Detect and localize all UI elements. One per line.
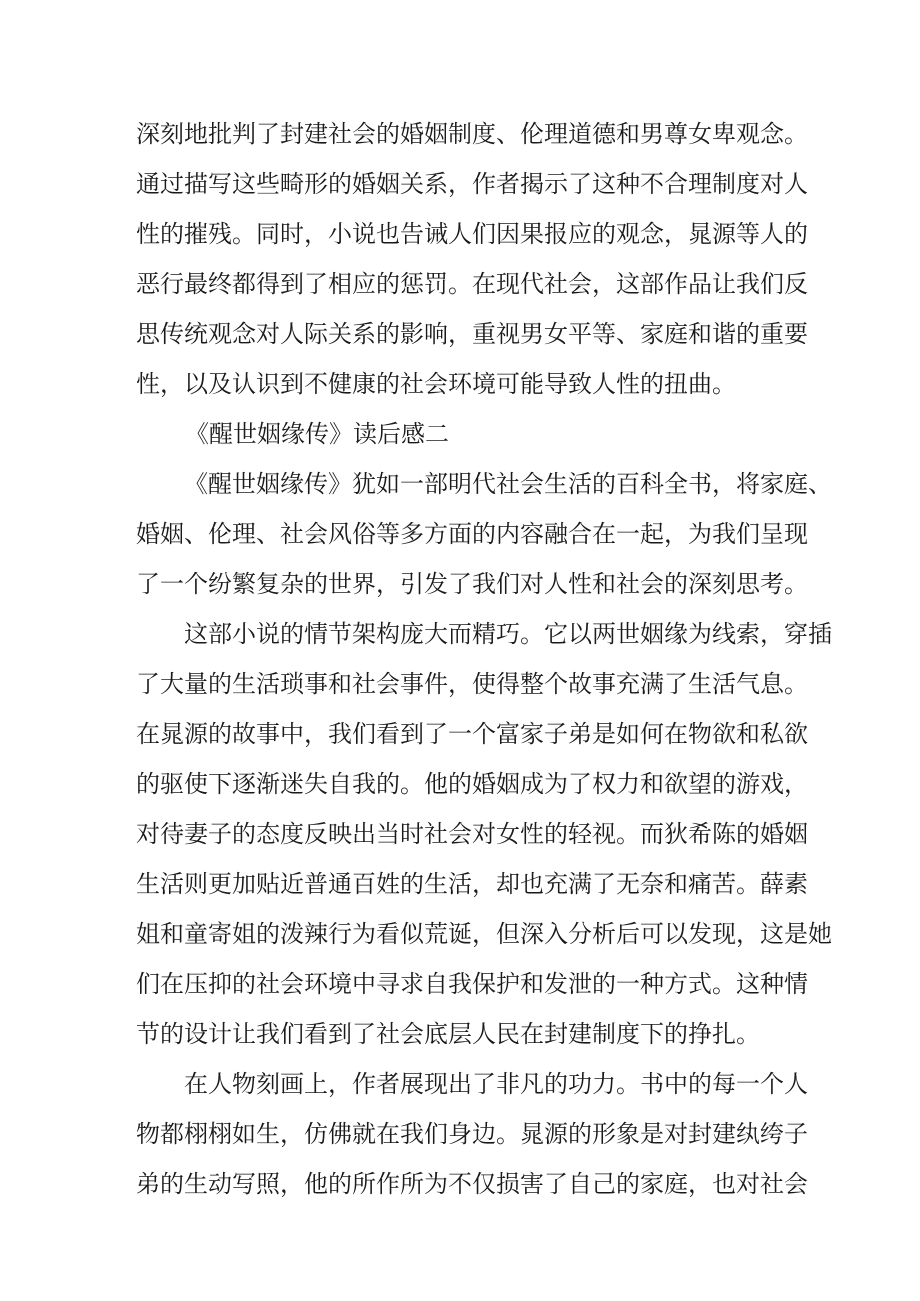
paragraph-3-line-7: 姐和童寄姐的泼辣行为看似荒诞，但深入分析后可以发现，这是她 — [136, 920, 832, 948]
paragraph-3-line-9: 节的设计让我们看到了社会底层人民在封建制度下的挣扎。 — [136, 1020, 760, 1048]
paragraph-3-line-3: 在晁源的故事中，我们看到了一个富家子弟是如何在物欲和私欲 — [136, 720, 808, 748]
section-heading: 《醒世姻缘传》读后感二 — [185, 420, 449, 448]
paragraph-3-line-5: 对待妻子的态度反映出当时社会对女性的轻视。而狄希陈的婚姻 — [136, 820, 808, 848]
paragraph-3-line-4: 的驱使下逐渐迷失自我的。他的婚姻成为了权力和欲望的游戏， — [136, 770, 808, 798]
paragraph-2-line-3: 了一个纷繁复杂的世界，引发了我们对人性和社会的深刻思考。 — [136, 570, 808, 598]
paragraph-3-line-6: 生活则更加贴近普通百姓的生活，却也充满了无奈和痛苦。薛素 — [136, 870, 808, 898]
paragraph-3-line-2: 了大量的生活琐事和社会事件，使得整个故事充满了生活气息。 — [136, 670, 808, 698]
paragraph-3-line-8: 们在压抑的社会环境中寻求自我保护和发泄的一种方式。这种情 — [136, 970, 808, 998]
paragraph-1-line-5: 思传统观念对人际关系的影响，重视男女平等、家庭和谐的重要 — [136, 320, 808, 348]
paragraph-3-line-1: 这部小说的情节架构庞大而精巧。它以两世姻缘为线索，穿插 — [184, 620, 832, 648]
paragraph-4-line-1: 在人物刻画上，作者展现出了非凡的功力。书中的每一个人 — [184, 1070, 808, 1098]
paragraph-1-line-4: 恶行最终都得到了相应的惩罚。在现代社会，这部作品让我们反 — [136, 270, 808, 298]
paragraph-1-line-1: 深刻地批判了封建社会的婚姻制度、伦理道德和男尊女卑观念。 — [136, 120, 808, 148]
paragraph-4-line-3: 弟的生动写照，他的所作所为不仅损害了自己的家庭，也对社会 — [136, 1170, 808, 1198]
paragraph-2-line-2: 婚姻、伦理、社会风俗等多方面的内容融合在一起，为我们呈现 — [136, 520, 808, 548]
paragraph-1-line-2: 通过描写这些畸形的婚姻关系，作者揭示了这种不合理制度对人 — [136, 170, 808, 198]
paragraph-2-line-1: 《醒世姻缘传》犹如一部明代社会生活的百科全书，将家庭、 — [184, 470, 832, 498]
paragraph-1-line-6: 性，以及认识到不健康的社会环境可能导致人性的扭曲。 — [136, 370, 736, 398]
paragraph-1-line-3: 性的摧残。同时，小说也告诫人们因果报应的观念，晁源等人的 — [136, 220, 808, 248]
paragraph-4-line-2: 物都栩栩如生，仿佛就在我们身边。晁源的形象是对封建纨绔子 — [136, 1120, 808, 1148]
